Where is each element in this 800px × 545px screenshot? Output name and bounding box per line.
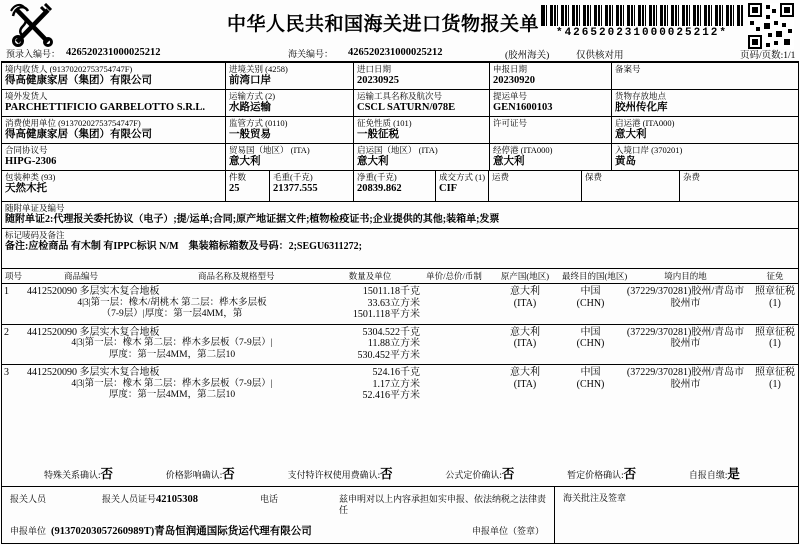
declaring-unit-value: (91370203057260989T)青岛恒润通国际货运代理有限公司 [51,526,312,537]
item-spec-line: 4|3|第一层：橡木/胡桃木 第二层：桦木多层板 [77,297,267,308]
item-domestic-destination: (37229/370281)胶州/青岛市 胶州市 [626,326,745,349]
field-transit-port [490,144,612,170]
pre-entry-label: 预录入编号： [6,49,61,59]
declarant-label: 报关人员 [10,494,47,504]
field-value: CSCL SATURN/078E [357,102,456,113]
field-value: 胶州传化库 [615,102,668,113]
field-contract [2,144,226,170]
customs-emblem-icon [8,3,56,49]
item-rows-region [2,284,798,461]
item-quantity: 15011.18千克 33.63立方米 1501.118平方米 [352,286,420,320]
item-spec-line: 4|3|第一层：橡木 第二层：桦木多层板（7-9层）| [71,378,273,389]
form-row-3 [2,117,798,144]
field-label: 启运国（地区） (ITA) [357,145,438,155]
customs-endorsement-cell [554,487,798,543]
form-row-4 [2,144,798,171]
field-label: 保费 [585,172,603,182]
field-supervision [226,117,354,143]
field-gross-weight [270,171,354,201]
item-description [24,367,320,402]
item-code: 4412520090 [27,286,77,297]
field-label: 合同协议号 [5,145,48,155]
confirm-special-relation: 特殊关系确认:否 [44,467,114,481]
attached-documents-row [2,202,798,229]
col-header-qty: 数量及单位 [348,271,392,281]
col-header-domestic: 境内目的地 [664,271,707,281]
field-insurance [582,171,680,201]
item-no: 1 [4,286,9,297]
field-value: 天然木托 [5,183,47,194]
form-row-5 [2,171,798,202]
field-value: PARCHETTIFICIO GARBELOTTO S.R.L. [5,102,206,113]
item-code: 4412520090 [27,326,77,338]
field-label: 净重(千克) [357,172,397,182]
field-entry-port [612,144,798,170]
item-quantity: 5304.522千克 11.88立方米 530.452平方米 [357,326,420,361]
item-code: 4412520090 [27,367,77,378]
item-duty-exemption: 照章征税 (1) [755,286,795,309]
marks-notes-row [2,229,798,269]
item-code-name [24,286,320,298]
item-origin: 意大利 (ITA) [510,326,540,349]
barcode [541,5,743,39]
field-entry-customs [226,63,354,89]
item-spec-line: 4|3|第一层：橡木 第二层：桦木多层板（7-9层）| [71,338,273,348]
item-duty-exemption: 照章征税 (1) [755,367,795,390]
col-header-dest: 最终目的国(地区) [562,271,628,281]
field-value: 备注:应检商品 有木制 有IPPC标识 N/M 集装箱标箱数及号码：2;SEGU6311272; [5,241,362,252]
field-label: 件数 [229,172,247,182]
field-value: 得高健康家居（集团）有限公司 [5,129,152,140]
phone-label: 电话 [260,494,279,504]
field-record-no [612,63,798,89]
field-value: HIPG-2306 [5,156,57,167]
item-destination-country: 中国 (CHN) [576,326,605,349]
field-value: 随附单证2:代理报关委托协议（电子）;提/运单;合同;原产地证据文件;植物检疫证书;企业提供的其他;装箱单;发票 [5,214,500,225]
item-name: 多层实木复合地板 [79,367,160,378]
form-row-1 [2,63,798,90]
field-import-date [354,63,490,89]
item-spec-line: 厚度：第一层4MM，第二层10 [108,390,236,400]
item-description [24,286,320,321]
field-label: 征免性质 (101) [357,118,412,128]
field-label: 入境口岸 (370201) [615,145,683,155]
field-label: 标记唛码及备注 [5,230,65,240]
field-label: 经停港 (ITA000) [493,145,553,155]
item-no: 3 [4,367,9,378]
unit-seal-label: 申报单位（签章） [471,526,544,536]
field-transport-mode [226,90,354,116]
item-price [420,367,488,402]
col-header-code: 商品编号 [64,271,99,281]
field-label: 随附单证及编号 [5,203,65,213]
confirm-royalty-payment: 支付特许权使用费确认:否 [287,467,393,481]
item-duty-exemption: 照章征税 (1) [755,326,795,349]
field-net-weight [354,171,436,201]
qr-code-icon [748,3,794,49]
field-declare-date [490,63,612,89]
field-label: 备案号 [615,64,641,74]
field-package [2,171,226,201]
item-domestic-destination: (37229/370281)胶州/青岛市 胶州市 [626,286,745,309]
field-value: 意大利 [615,129,647,140]
item-row-3 [2,364,798,405]
declaring-unit-label: 申报单位 [10,526,47,536]
item-origin: 意大利 (ITA) [510,286,540,309]
item-description [24,327,320,362]
field-label: 运输方式 (2) [229,91,276,101]
item-quantity: 524.16千克 1.17立方米 52.416平方米 [362,367,420,401]
field-label: 贸易国（地区） (ITA) [229,145,310,155]
confirm-self-declaration: 自报自缴:是 [688,467,740,481]
field-label: 毛重(千克) [273,172,313,182]
field-value: 20230925 [357,75,399,86]
item-origin: 意大利 (ITA) [510,367,540,390]
field-consignee [2,63,226,89]
field-label: 进口日期 [357,64,392,74]
item-destination-country: 中国 (CHN) [576,286,605,309]
declarant-cert-label: 报关人员证号 [102,494,157,504]
pre-entry-number: 426520231000025212 [66,47,161,58]
confirmation-row [2,461,798,487]
col-header-no: 项号 [5,271,23,281]
field-label: 启运港 (ITA000) [615,118,675,128]
reference-numbers-row [0,47,800,60]
field-label: 货物存放地点 [615,91,667,101]
item-code-name [24,327,320,339]
field-deal-mode [436,171,489,201]
customs-office: (胶州海关) [505,51,550,61]
field-value: 意大利 [229,156,261,167]
field-label: 境内收货人 (91370202753754747F) [5,64,133,74]
declaration-form [1,61,799,544]
item-code-name [24,367,320,379]
field-value: 20230920 [493,75,535,86]
field-label: 申报日期 [493,64,528,74]
field-freight [489,171,582,201]
field-consumer [2,117,226,143]
field-storage [612,90,798,116]
field-value: 21377.555 [273,183,318,194]
field-label: 监管方式 (0110) [229,118,288,128]
item-spec-line: （7-9层）|厚度：第一层4MM，第 [101,309,243,319]
item-table-header [2,269,798,284]
customs-endorsement-label: 海关批注及签章 [563,493,627,503]
barcode-text: *426520231000025212* [555,27,729,39]
field-label: 运输工具名称及航次号 [357,91,443,101]
field-value: 前湾口岸 [229,75,271,86]
field-value: 水路运输 [229,102,271,113]
item-price [420,286,488,321]
field-bl-no [490,90,612,116]
page-info: 页码/页数:1/1 [740,51,796,61]
customs-number: 426520231000025212 [348,47,443,58]
field-label: 进境关别 (4258) [229,64,288,74]
check-note: 仅供核对用 [576,51,624,61]
declarant-line [2,492,554,516]
field-pieces [226,171,270,201]
field-license [490,117,612,143]
field-trade-country [226,144,354,170]
field-value: GEN1600103 [493,102,553,113]
field-label: 消费使用单位 (91370202753754747F) [5,118,141,128]
confirm-formula-pricing: 公式定价确认:否 [445,467,515,481]
item-no: 2 [4,326,9,338]
field-transport-tool [354,90,490,116]
item-domestic-destination: (37229/370281)胶州/青岛市 胶州市 [626,367,745,390]
field-label: 杂费 [683,172,701,182]
footer-section [2,487,798,543]
declaring-unit-line [2,523,554,538]
col-header-duty: 征免 [766,271,784,281]
field-value: 意大利 [493,156,525,167]
field-value: 意大利 [357,156,389,167]
field-label: 包装种类 (93) [5,172,56,182]
field-misc-fees [680,171,798,201]
field-value: CIF [439,183,458,194]
form-row-2 [2,90,798,117]
field-depart-port [612,117,798,143]
col-header-origin: 原产国(地区) [500,271,550,281]
customs-no-label: 海关编号： [288,49,334,59]
col-header-code-name [24,270,320,282]
field-value: 得高健康家居（集团）有限公司 [5,75,152,86]
field-levy [354,117,490,143]
field-shipper [2,90,226,116]
declarant-block [2,487,554,543]
confirm-price-influence: 价格影响确认:否 [165,467,235,481]
field-label: 提运单号 [493,91,528,101]
page-title: 中华人民共和国海关进口货物报关单 [226,14,539,35]
barcode-bars [541,5,743,26]
field-value: 20839.862 [357,183,402,194]
field-value: 25 [229,183,240,194]
confirm-provisional-price: 暂定价格确认:否 [567,467,637,481]
field-label: 境外发货人 [5,91,48,101]
col-header-price: 单价/总价/币制 [426,271,482,281]
field-value: 一般征税 [357,129,399,140]
item-row-2 [2,324,798,365]
field-depart-country [354,144,490,170]
col-header-name: 商品名称及规格型号 [198,271,275,281]
field-label: 运费 [492,172,510,182]
item-row-1 [2,284,798,324]
field-label: 成交方式 (1) [439,172,486,182]
field-value: 一般贸易 [229,129,271,140]
item-name: 多层实木复合地板 [79,326,160,338]
item-name: 多层实木复合地板 [79,286,160,297]
field-label: 许可证号 [493,118,528,128]
field-value: 黄岛 [615,156,636,167]
item-spec-line: 厚度：第一层4MM，第二层10 [108,349,236,360]
item-price [420,327,488,362]
item-destination-country: 中国 (CHN) [576,367,605,390]
declarant-cert-no: 42105308 [156,494,199,505]
legal-statement: 兹申明对以上内容承担如实申报、依法纳税之法律责任 [339,494,547,515]
